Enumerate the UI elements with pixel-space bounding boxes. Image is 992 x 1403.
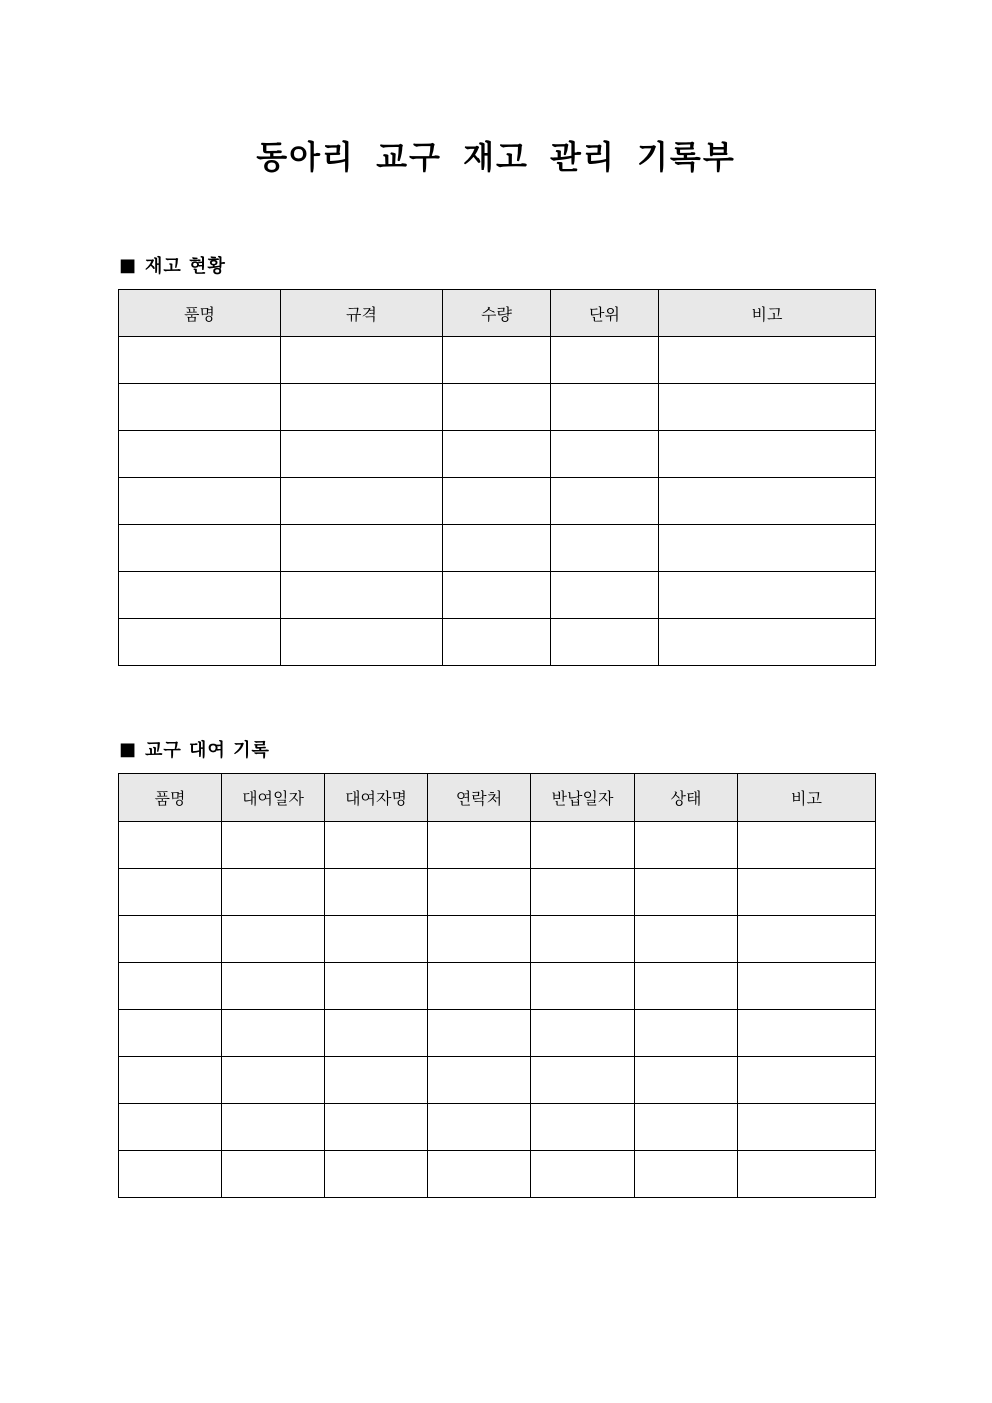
rental-table-cell[interactable] — [428, 1104, 531, 1151]
rental-table-row — [119, 1010, 876, 1057]
rental-section-heading — [119, 736, 270, 762]
inventory-table-cell[interactable] — [119, 525, 281, 572]
rental-table-cell[interactable] — [635, 869, 738, 916]
inventory-table-cell[interactable] — [119, 572, 281, 619]
rental-table-cell[interactable] — [428, 822, 531, 869]
inventory-table-cell[interactable] — [659, 572, 876, 619]
inventory-col-header: 품명 — [119, 290, 281, 337]
inventory-table-cell[interactable] — [281, 478, 443, 525]
rental-table-cell[interactable] — [531, 822, 635, 869]
inventory-table-cell[interactable] — [551, 619, 659, 666]
inventory-table-row — [119, 572, 876, 619]
inventory-table-cell[interactable] — [281, 525, 443, 572]
inventory-table-cell[interactable] — [551, 431, 659, 478]
rental-col-header: 품명 — [119, 774, 222, 822]
rental-table-row — [119, 916, 876, 963]
rental-table-cell[interactable] — [635, 916, 738, 963]
rental-table-cell[interactable] — [428, 963, 531, 1010]
inventory-table-cell[interactable] — [659, 337, 876, 384]
rental-table-cell[interactable] — [119, 1057, 222, 1104]
rental-table-cell[interactable] — [222, 1104, 325, 1151]
rental-table-cell[interactable] — [119, 869, 222, 916]
rental-table-cell[interactable] — [119, 1151, 222, 1198]
rental-table-cell[interactable] — [531, 869, 635, 916]
rental-table-row — [119, 963, 876, 1010]
inventory-table-cell[interactable] — [551, 525, 659, 572]
rental-table-cell[interactable] — [325, 1104, 428, 1151]
inventory-table-cell[interactable] — [443, 478, 551, 525]
inventory-table-cell[interactable] — [659, 619, 876, 666]
inventory-table-cell[interactable] — [119, 431, 281, 478]
inventory-header-row — [119, 290, 876, 337]
inventory-table-cell[interactable] — [659, 478, 876, 525]
inventory-section-heading — [119, 252, 226, 278]
rental-col-header: 대여자명 — [325, 774, 428, 822]
rental-col-header: 대여일자 — [222, 774, 325, 822]
rental-table-cell[interactable] — [119, 1104, 222, 1151]
rental-table-cell[interactable] — [531, 963, 635, 1010]
inventory-table-cell[interactable] — [551, 337, 659, 384]
inventory-table-cell[interactable] — [443, 337, 551, 384]
rental-table-cell[interactable] — [428, 1010, 531, 1057]
rental-table-cell[interactable] — [325, 869, 428, 916]
rental-table-cell[interactable] — [325, 1057, 428, 1104]
rental-table-cell[interactable] — [738, 1151, 876, 1198]
rental-table-row — [119, 869, 876, 916]
rental-table-cell[interactable] — [738, 1057, 876, 1104]
inventory-col-header: 비고 — [659, 290, 876, 337]
rental-table-cell[interactable] — [222, 963, 325, 1010]
inventory-table-row — [119, 337, 876, 384]
inventory-table-cell[interactable] — [281, 337, 443, 384]
rental-table-cell[interactable] — [635, 1057, 738, 1104]
rental-table-cell[interactable] — [738, 916, 876, 963]
inventory-table-cell[interactable] — [281, 619, 443, 666]
inventory-table-cell[interactable] — [659, 431, 876, 478]
inventory-col-header: 단위 — [551, 290, 659, 337]
inventory-table-cell[interactable] — [281, 572, 443, 619]
rental-table-cell[interactable] — [531, 1010, 635, 1057]
rental-table-cell[interactable] — [635, 1010, 738, 1057]
rental-table-cell[interactable] — [325, 1151, 428, 1198]
rental-table-cell[interactable] — [635, 1151, 738, 1198]
rental-col-header: 상태 — [635, 774, 738, 822]
rental-table-cell[interactable] — [325, 916, 428, 963]
rental-table-cell[interactable] — [428, 869, 531, 916]
rental-table-cell[interactable] — [635, 822, 738, 869]
rental-table — [118, 773, 876, 1198]
inventory-table-cell[interactable] — [119, 478, 281, 525]
rental-table-cell[interactable] — [325, 1010, 428, 1057]
rental-table-cell[interactable] — [738, 1010, 876, 1057]
inventory-table-cell[interactable] — [119, 384, 281, 431]
rental-table-cell[interactable] — [119, 1010, 222, 1057]
inventory-table-cell[interactable] — [443, 431, 551, 478]
inventory-heading-label: 재고 현황 — [145, 256, 226, 277]
rental-table-row — [119, 1057, 876, 1104]
rental-table-cell[interactable] — [428, 1151, 531, 1198]
rental-table-cell[interactable] — [222, 1151, 325, 1198]
inventory-table-cell[interactable] — [659, 525, 876, 572]
square-bullet-icon: ■ — [119, 738, 138, 760]
inventory-table-cell[interactable] — [551, 384, 659, 431]
inventory-table-cell[interactable] — [281, 431, 443, 478]
rental-table-cell[interactable] — [531, 1104, 635, 1151]
square-bullet-icon: ■ — [119, 254, 138, 276]
inventory-table — [118, 289, 876, 666]
inventory-table-cell[interactable] — [443, 619, 551, 666]
rental-table-cell[interactable] — [531, 1151, 635, 1198]
rental-table-cell[interactable] — [738, 822, 876, 869]
rental-table-cell[interactable] — [428, 916, 531, 963]
inventory-table-cell[interactable] — [119, 337, 281, 384]
inventory-table-row — [119, 525, 876, 572]
rental-table-cell[interactable] — [738, 869, 876, 916]
inventory-col-header: 규격 — [281, 290, 443, 337]
rental-table-cell[interactable] — [635, 1104, 738, 1151]
inventory-table-row — [119, 478, 876, 525]
rental-table-cell[interactable] — [738, 1104, 876, 1151]
inventory-col-header: 수량 — [443, 290, 551, 337]
rental-table-cell[interactable] — [635, 963, 738, 1010]
rental-table-cell[interactable] — [325, 822, 428, 869]
inventory-table-cell[interactable] — [443, 525, 551, 572]
inventory-table-row — [119, 431, 876, 478]
inventory-table-cell[interactable] — [551, 478, 659, 525]
rental-table-cell[interactable] — [222, 869, 325, 916]
rental-col-header: 연락처 — [428, 774, 531, 822]
rental-table-row — [119, 1151, 876, 1198]
rental-table-cell[interactable] — [222, 1057, 325, 1104]
rental-table-cell[interactable] — [222, 1010, 325, 1057]
rental-table-cell[interactable] — [222, 822, 325, 869]
rental-header-row — [119, 774, 876, 822]
inventory-table-cell[interactable] — [659, 384, 876, 431]
rental-table-cell[interactable] — [119, 916, 222, 963]
rental-col-header: 비고 — [738, 774, 876, 822]
inventory-table-row — [119, 619, 876, 666]
rental-table-row — [119, 822, 876, 869]
rental-table-cell[interactable] — [119, 822, 222, 869]
inventory-table-cell[interactable] — [119, 619, 281, 666]
inventory-table-cell[interactable] — [443, 572, 551, 619]
rental-table-cell[interactable] — [738, 963, 876, 1010]
rental-table-cell[interactable] — [428, 1057, 531, 1104]
inventory-table-cell[interactable] — [443, 384, 551, 431]
rental-table-row — [119, 1104, 876, 1151]
inventory-table-cell[interactable] — [551, 572, 659, 619]
page-title: 동아리 교구 재고 관리 기록부 — [256, 138, 736, 176]
inventory-table-cell[interactable] — [281, 384, 443, 431]
rental-table-cell[interactable] — [119, 963, 222, 1010]
rental-table-cell[interactable] — [531, 1057, 635, 1104]
rental-table-cell[interactable] — [531, 916, 635, 963]
rental-col-header: 반납일자 — [531, 774, 635, 822]
rental-table-cell[interactable] — [222, 916, 325, 963]
inventory-table-row — [119, 384, 876, 431]
rental-heading-label: 교구 대여 기록 — [145, 740, 270, 761]
rental-table-cell[interactable] — [325, 963, 428, 1010]
